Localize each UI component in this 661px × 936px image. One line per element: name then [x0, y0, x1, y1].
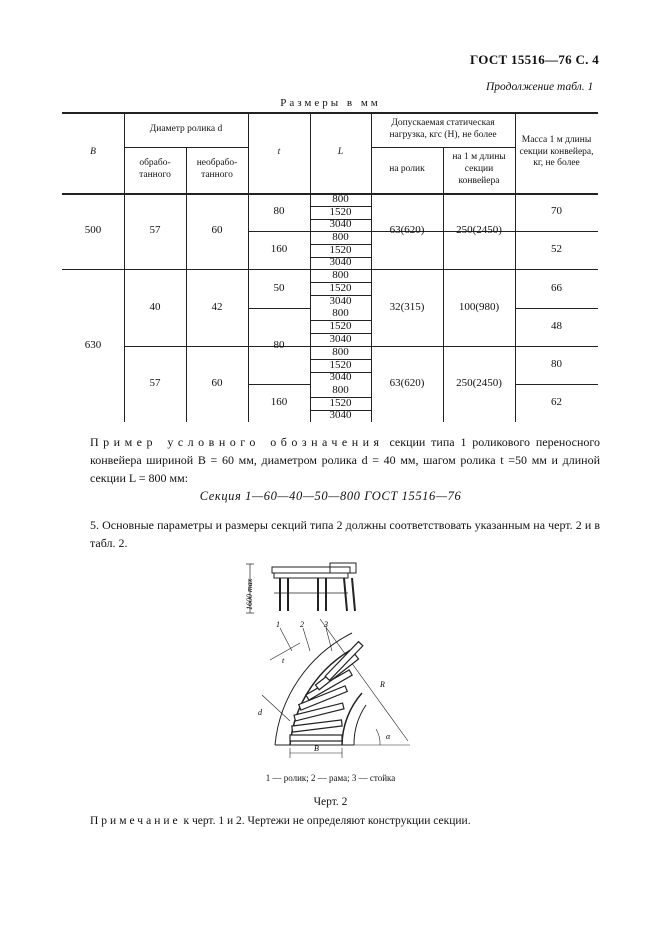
cell-d-unmachined: 60	[211, 224, 223, 237]
drawing-2	[230, 555, 430, 770]
cell-l: 1520	[329, 205, 352, 218]
cell-l: 800	[332, 383, 349, 396]
cell-t: 80	[273, 205, 285, 218]
cell-load-per-meter: 250(2450)	[456, 377, 502, 390]
note-text: к черт. 1 и 2. Чертежи не определяют конструкции секции.	[183, 815, 471, 827]
cell-l: 1520	[329, 281, 352, 294]
callout-3: 3	[324, 620, 328, 629]
cell-d-unmachined: 60	[211, 377, 223, 390]
cell-mass: 48	[551, 320, 562, 333]
col-header-unmachined: необрабо- танного	[196, 158, 238, 180]
note-lead: Примечание	[90, 815, 181, 827]
example-lead: Пример условного обозначения	[90, 435, 384, 449]
cell-mass: 70	[551, 205, 562, 218]
cell-b: 500	[84, 224, 102, 237]
cell-d-machined: 40	[149, 300, 161, 313]
dim-r: R	[380, 680, 385, 689]
designation-example	[90, 433, 600, 487]
col-header-mass: Масса 1 м длины секции конвейера, кг, не более	[519, 134, 594, 169]
cell-l: 3040	[329, 371, 352, 384]
height-label: 1600 max	[245, 578, 254, 610]
cell-l: 1520	[329, 396, 352, 409]
cell-t: 50	[273, 281, 285, 294]
page-header: ГОСТ 15516—76 С. 4	[470, 52, 600, 67]
dim-d: d	[258, 708, 262, 717]
cell-l: 800	[332, 268, 349, 281]
cell-d-machined: 57	[149, 377, 161, 390]
cell-l: 800	[332, 230, 349, 243]
cell-t: 160	[270, 243, 288, 256]
col-header-load: Допускаемая статическая нагрузка, кгс (Н), не более	[389, 117, 497, 140]
dimensions-table	[62, 112, 598, 422]
cell-d-unmachined: 42	[211, 300, 223, 313]
dim-alpha: α	[386, 732, 391, 741]
cell-l: 1520	[329, 358, 352, 371]
rollers	[290, 642, 363, 741]
cell-load-per-meter: 250(2450)	[456, 224, 502, 237]
col-header-per-roller: на ролик	[389, 164, 425, 175]
cell-l: 1520	[329, 319, 352, 332]
cell-l: 3040	[329, 256, 352, 269]
cell-b: 630	[84, 338, 102, 351]
col-header-l: L	[337, 146, 344, 157]
cell-mass: 80	[551, 358, 562, 371]
cell-l: 3040	[329, 294, 352, 307]
cell-mass: 66	[551, 281, 562, 294]
cell-mass: 52	[551, 243, 562, 256]
cell-load-per-roller: 63(620)	[389, 377, 425, 390]
cell-l: 3040	[329, 409, 352, 422]
cell-t: 160	[270, 396, 288, 409]
cell-l: 800	[332, 345, 349, 358]
table-continuation-label: Продолжение табл. 1	[486, 81, 594, 93]
drawing-legend: 1 — ролик; 2 — рама; 3 — стойка	[265, 773, 396, 783]
col-header-b: B	[90, 146, 96, 157]
paragraph-5: 5. Основные параметры и размеры секций типа 2 должны соответствовать указанным на черт. 2 и в табл. 2.	[90, 518, 600, 550]
col-header-t: t	[277, 146, 281, 157]
cell-l: 3040	[329, 332, 352, 345]
cell-l: 800	[332, 307, 349, 320]
cell-load-per-roller: 32(315)	[389, 300, 425, 313]
table-units-caption: Размеры в мм	[280, 97, 381, 109]
callout-2: 2	[300, 620, 304, 629]
col-header-per-meter: на 1 м длины секции конвейера	[452, 152, 506, 186]
cell-load-per-roller: 63(620)	[389, 224, 425, 237]
cell-d-machined: 57	[149, 224, 161, 237]
col-header-diameter: Диаметр ролика d	[149, 123, 223, 134]
side-view	[246, 563, 356, 613]
cell-mass: 62	[551, 396, 562, 409]
cell-l: 1520	[329, 243, 352, 256]
dim-t: t	[282, 656, 285, 665]
example-text: секции типа 1 роликового переносного конвейера шириной B = 60 мм, диаметром ролика d = 40 мм, шагом ролика t =50 мм и длиной секции L = 800 мм:	[90, 435, 601, 485]
cell-l: 3040	[329, 218, 352, 231]
cell-t: 80	[273, 339, 285, 352]
drawing-caption: Черт. 2	[313, 796, 348, 808]
cell-l: 800	[332, 192, 349, 205]
designation-formula: Секция 1—60—40—50—800 ГОСТ 15516—76	[199, 489, 462, 503]
dim-b: B	[314, 744, 319, 753]
note	[90, 815, 600, 827]
cell-load-per-meter: 100(980)	[458, 300, 500, 313]
callout-1: 1	[276, 620, 280, 629]
col-header-machined: обрабо- танного	[139, 158, 171, 180]
